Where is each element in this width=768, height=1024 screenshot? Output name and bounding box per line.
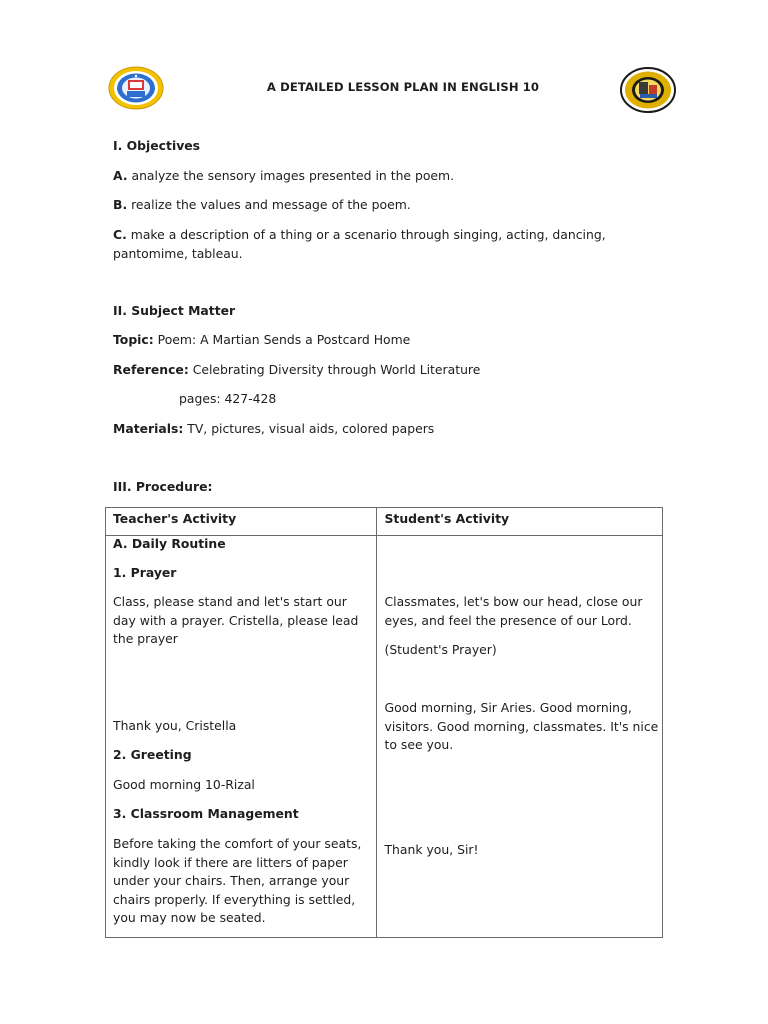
classroom-management-heading: 3. Classroom Management [113, 806, 299, 821]
greeting-heading: 2. Greeting [113, 747, 192, 762]
teacher-greeting-text: Good morning 10-Rizal [113, 777, 255, 792]
topic-line [113, 330, 410, 349]
school-seal-right [620, 67, 676, 113]
reference-line [113, 360, 480, 379]
reference-pages: pages: 427-428 [179, 391, 277, 406]
teacher-thanks: Thank you, Cristella [113, 718, 237, 733]
objective-c-letter: C. [113, 227, 127, 242]
student-prayer-note: (Student's Prayer) [384, 642, 497, 657]
objectives-heading: I. Objectives [113, 138, 201, 153]
document-title: A DETAILED LESSON PLAN IN ENGLISH 10 [266, 80, 540, 94]
objective-c [113, 225, 613, 263]
teacher-activity-cell [106, 536, 377, 938]
student-thanks: Thank you, Sir! [384, 842, 479, 857]
student-activity-cell [377, 536, 663, 938]
objective-c-text: make a description of a thing or a scenario through singing, acting, dancing, pantomime, tableau. [113, 227, 606, 261]
student-prayer-text: Classmates, let's bow our head, close our eyes, and feel the presence of our Lord. [384, 594, 643, 628]
student-activity-header-label: Student's Activity [384, 511, 510, 526]
teacher-prayer-text: Class, please stand and let's start our day with a prayer. Cristella, please lead the prayer [113, 594, 359, 646]
table-row [106, 536, 663, 938]
objective-b-letter: B. [113, 197, 128, 212]
topic-label: Topic: [113, 332, 154, 347]
procedure-heading: III. Procedure: [113, 479, 213, 494]
subject-matter-heading: II. Subject Matter [113, 303, 236, 318]
student-activity-header [377, 508, 663, 536]
objective-a-letter: A. [113, 168, 128, 183]
reference-label: Reference: [113, 362, 189, 377]
objective-b [113, 195, 411, 214]
teacher-activity-header [106, 508, 377, 536]
daily-routine-heading: A. Daily Routine [113, 536, 226, 551]
student-greeting-text: Good morning, Sir Aries. Good morning, visitors. Good morning, classmates. It's nice to see you. [384, 700, 659, 752]
teacher-management-text: Before taking the comfort of your seats, kindly look if there are litters of paper under your chairs. Then, arrange your chairs properly. If everything is settled, you may now be seated. [113, 836, 362, 925]
teacher-activity-header-label: Teacher's Activity [113, 511, 237, 526]
topic-value: Poem: A Martian Sends a Postcard Home [153, 332, 411, 347]
materials-label: Materials: [113, 421, 184, 436]
objective-b-text: realize the values and message of the poem. [127, 197, 411, 212]
table-header-row [106, 508, 663, 536]
materials-value: TV, pictures, visual aids, colored papers [183, 421, 435, 436]
procedure-table [105, 507, 663, 938]
materials-line [113, 419, 434, 438]
reference-value: Celebrating Diversity through World Literature [188, 362, 481, 377]
objective-a [113, 166, 454, 185]
school-logo-left [108, 66, 164, 110]
prayer-heading: 1. Prayer [113, 565, 177, 580]
objective-a-text: analyze the sensory images presented in the poem. [127, 168, 455, 183]
